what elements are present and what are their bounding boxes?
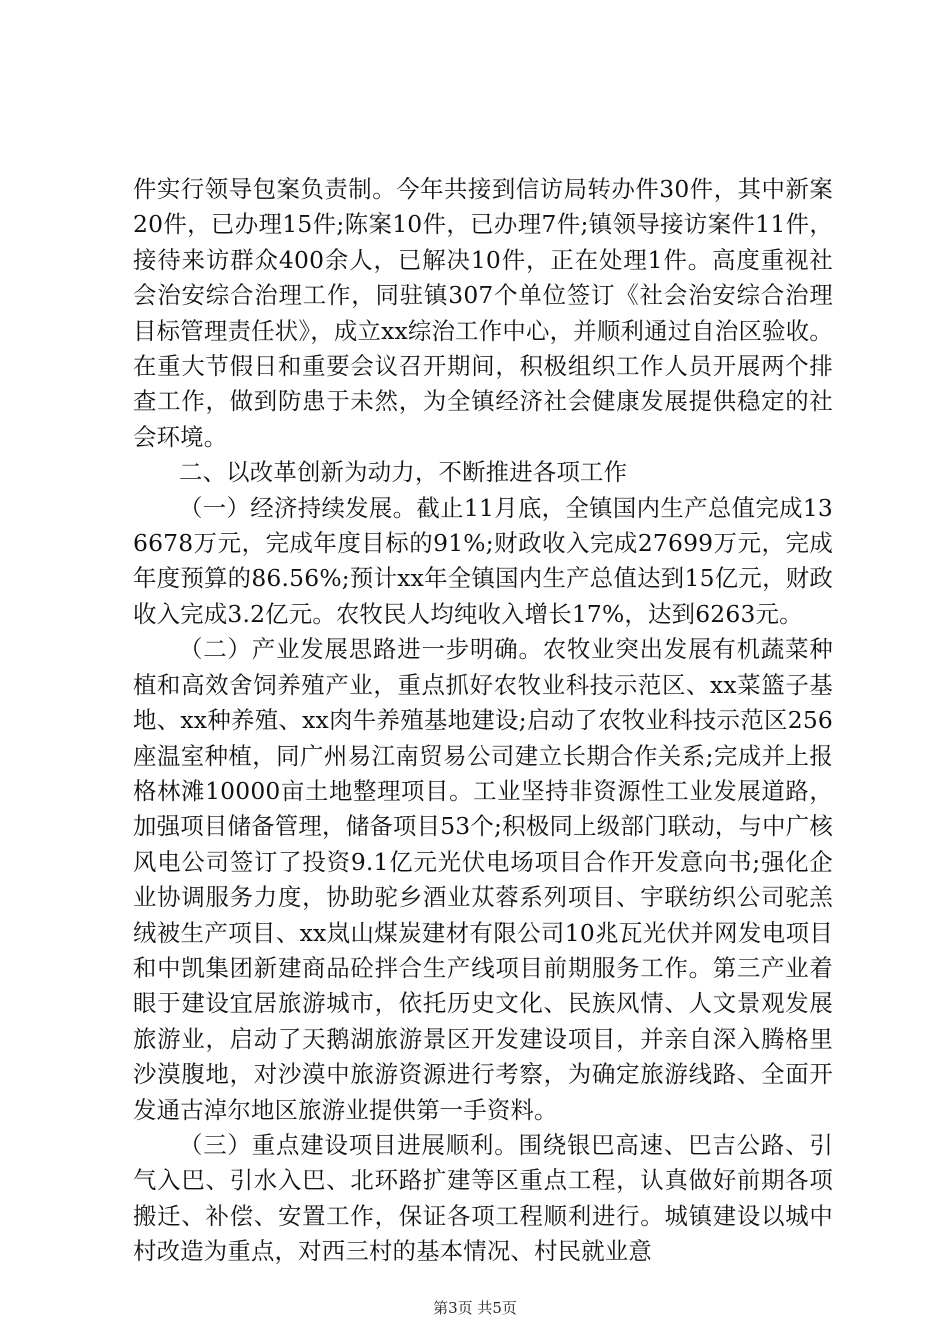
document-body [133,172,833,1270]
section-heading: 二、以改革创新为动力，不断推进各项工作 [179,458,628,487]
paragraph-economy: （一）经济持续发展。截止11月底，全镇国内生产总值完成136678万元，完成年度目标的91%;财政收入完成27699万元，完成年度预算的86.56%;预计xx年全镇国内生产总值达到15亿元，财政收入完成3.2亿元。农牧民人均纯收入增长17%，达到6263元。 [133,493,833,628]
paragraph-projects: （三）重点建设项目进展顺利。围绕银巴高速、巴吉公路、引气入巴、引水入巴、北环路扩建等区重点工程，认真做好前期各项搬迁、补偿、安置工作，保证各项工程顺利进行。城镇建设以城中村改造为重点，对西三村的基本情况、村民就业意 [133,1130,833,1266]
page-footer: 第3页 共5页 [433,1299,517,1317]
paragraph-continuation: 件实行领导包案负责制。今年共接到信访局转办件30件，其中新案20件，已办理15件;陈案10件，已办理7件;镇领导接访案件11件，接待来访群众400余人，已解决10件，正在处理1件。高度重视社会治安综合治理工作，同驻镇307个单位签订《社会治安综合治理目标管理责任状》，成立xx综治工作中心，并顺利通过自治区验收。在重大节假日和重要会议召开期间，积极组织工作人员开展两个排查工作，做到防患于未然，为全镇经济社会健康发展提供稳定的社会环境。 [133,175,833,451]
paragraph-industry: （二）产业发展思路进一步明确。农牧业突出发展有机蔬菜种植和高效舍饲养殖产业，重点抓好农牧业科技示范区、xx菜篮子基地、xx种养殖、xx肉牛养殖基地建设;启动了农牧业科技示范区256座温室种植，同广州易江南贸易公司建立长期合作关系;完成并上报格林滩10000亩土地整理项目。工业坚持非资源性工业发展道路，加强项目储备管理，储备项目53个;积极同上级部门联动，与中广核风电公司签订了投资9.1亿元光伏电场项目合作开发意向书;强化企业协调服务力度，协助驼乡酒业苁蓉系列项目、宇联纺织公司驼羔绒被生产项目、xx岚山煤炭建材有限公司10兆瓦光伏并网发电项目和中凯集团新建商品砼拌合生产线项目前期服务工作。第三产业着眼于建设宜居旅游城市，依托历史文化、民族风情、人文景观发展旅游业，启动了天鹅湖旅游景区开发建设项目，并亲自深入腾格里沙漠腹地，对沙漠中旅游资源进行考察，为确定旅游线路、全面开发通古淖尔地区旅游业提供第一手资料。 [133,635,833,1124]
